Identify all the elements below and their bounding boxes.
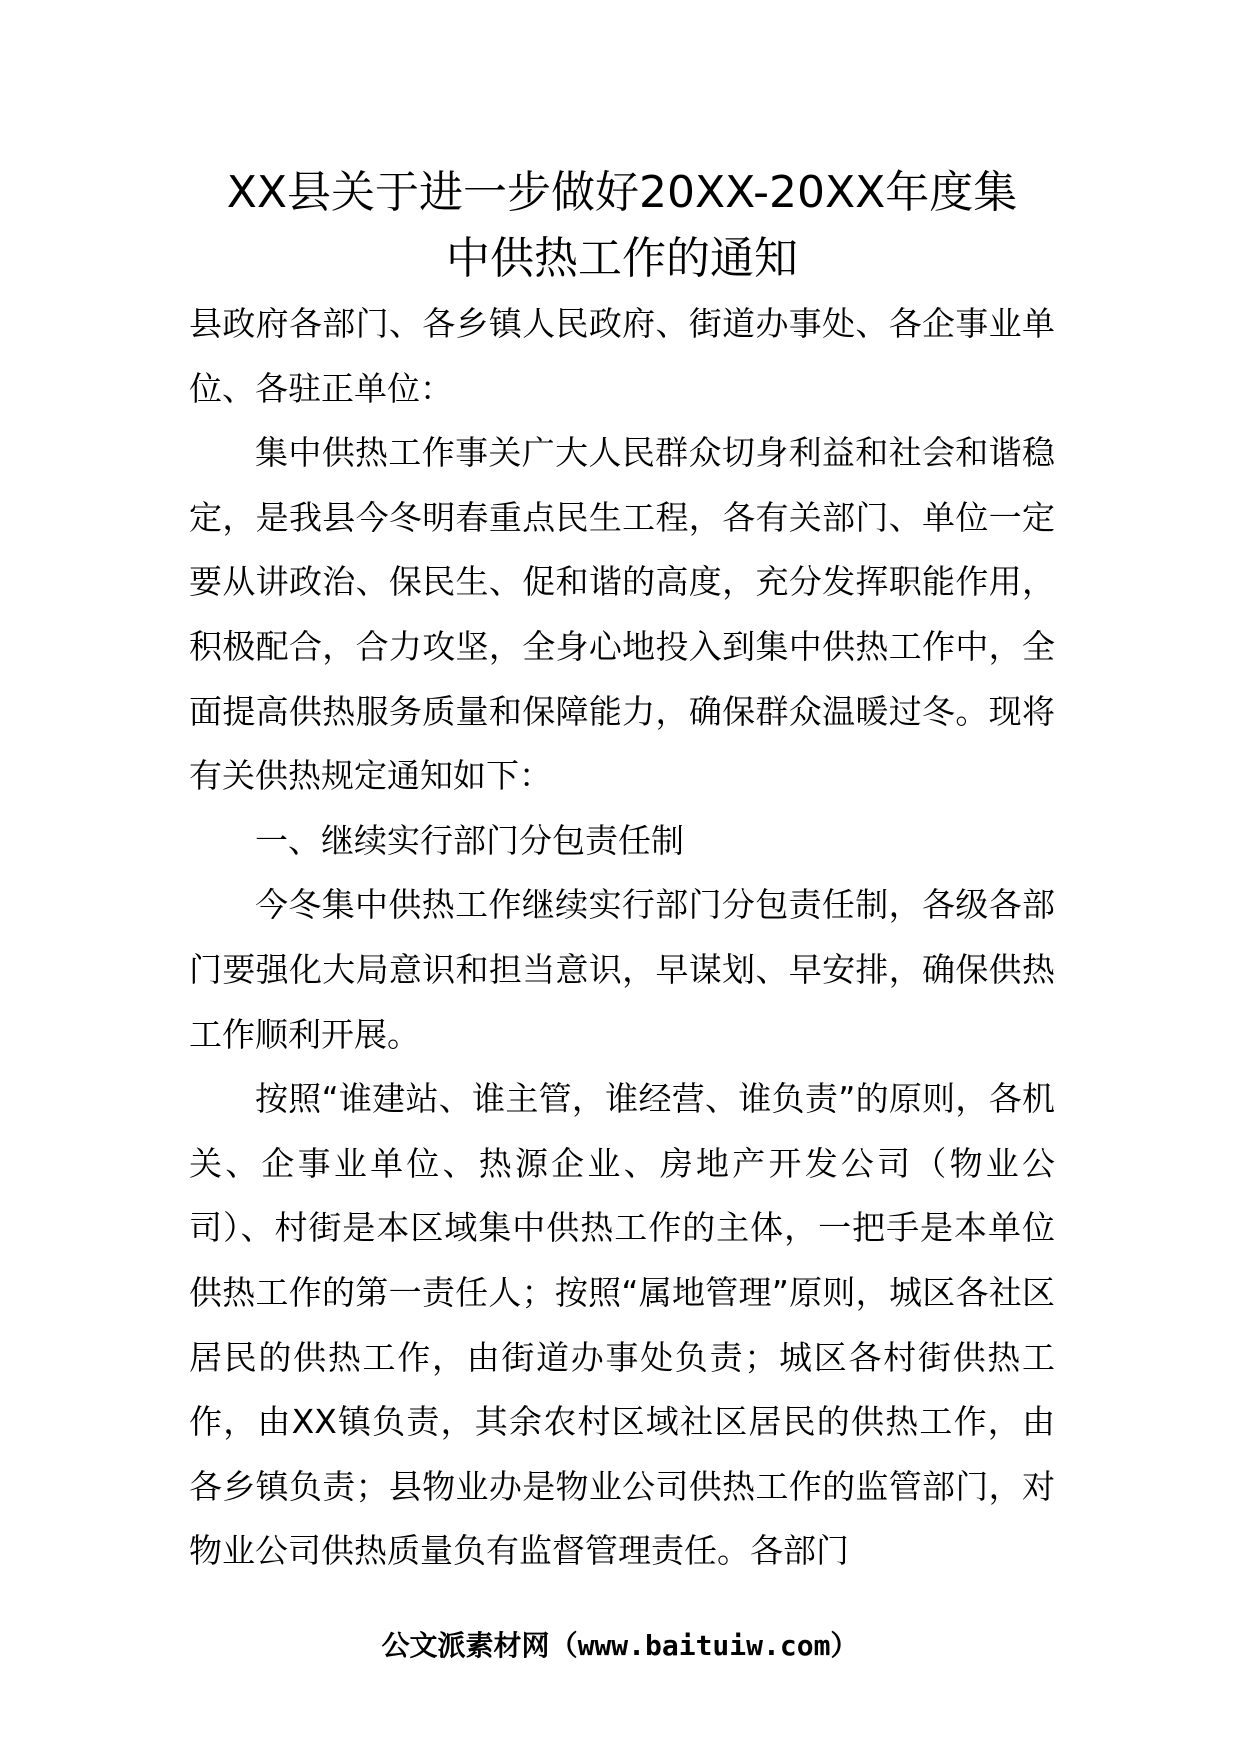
footer-url[interactable]: （www.baituiw.com）	[549, 1629, 859, 1662]
section-heading-1: 一、继续实行部门分包责任制	[255, 820, 684, 860]
paragraph-intro: 集中供热工作事关广大人民群众切身利益和社会和谐稳定，是我县今冬明春重点民生工程，各有关部门、单位一定要从讲政治、保民生、促和谐的高度，充分发挥职能作用，积极配合，合力攻坚，全身心地投入到集中供热工作中，全面提高供热服务质量和保障能力，确保群众温暖过冬。现将有关供热规定通知如下：	[189, 433, 1055, 796]
salutation: 县政府各部门、各乡镇人民政府、街道办事处、各企事业单位、各驻正单位：	[189, 304, 1055, 408]
document-title	[189, 160, 1055, 292]
footer-watermark	[0, 1626, 1240, 1666]
paragraph-responsibility: 今冬集中供热工作继续实行部门分包责任制，各级各部门要强化大局意识和担当意识，早谋划、早安排，确保供热工作顺利开展。	[189, 885, 1055, 1054]
paragraph-principle: 按照“谁建站、谁主管，谁经营、谁负责”的原则，各机关、企事业单位、热源企业、房地产开发公司（物业公司）、村街是本区域集中供热工作的主体，一把手是本单位供热工作的第一责任人；按照“属地管理”原则，城区各社区居民的供热工作，由街道办事处负责；城区各村街供热工作，由XX镇负责，其余农村区域社区居民的供热工作，由各乡镇负责；县物业办是物业公司供热工作的监管部门，对物业公司供热质量负有监督管理责任。各部门	[189, 1079, 1055, 1571]
title-line-1: XX县关于进一步做好20XX-20XX年度集	[226, 167, 1018, 218]
title-line-2: 中供热工作的通知	[446, 233, 798, 284]
footer-site-name: 公文派素材网	[381, 1629, 550, 1662]
document-body	[189, 160, 1055, 1584]
